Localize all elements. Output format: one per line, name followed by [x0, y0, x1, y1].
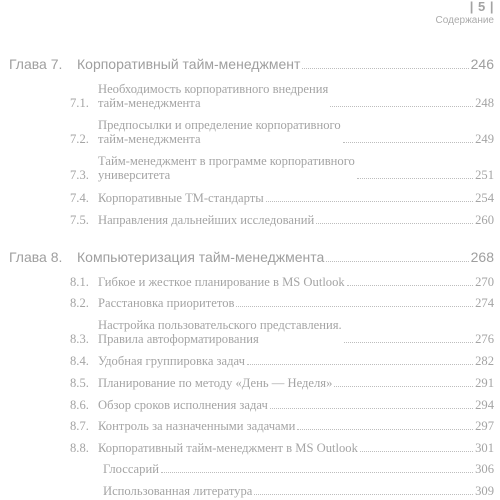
dot-leader: [270, 408, 473, 409]
page-reference: 301: [475, 441, 494, 455]
subsection-title: Настройка пользовательского представления. Правила автоформатирования: [98, 318, 342, 346]
subsection-number: 8.5.: [70, 376, 89, 390]
page-reference: 276: [475, 332, 494, 346]
dot-leader: [254, 494, 473, 495]
page-reference: 249: [475, 132, 494, 146]
page-reference: 291: [475, 376, 494, 390]
chapter-title: Корпоративный тайм-менеджмент: [77, 56, 301, 72]
page-reference: 254: [475, 191, 494, 205]
dot-leader: [357, 178, 473, 179]
page-reference: 248: [475, 96, 494, 110]
subsection-title: Обзор сроков исполнения задач: [98, 398, 268, 412]
subsection-number: 7.1.: [70, 96, 89, 110]
page-reference: 282: [475, 354, 494, 368]
appendix-title: Глоссарий: [103, 462, 159, 476]
toc-subsection[interactable]: [70, 154, 494, 182]
subsection-title: Удобная группировка задач: [98, 354, 245, 368]
dot-leader: [236, 306, 473, 307]
toc-subsection[interactable]: [70, 191, 494, 205]
toc-subsection[interactable]: [70, 441, 494, 455]
chapter-number: Глава 8.: [9, 249, 63, 265]
dot-leader: [343, 142, 473, 143]
toc-subsection[interactable]: [70, 213, 494, 227]
toc-subsection[interactable]: [70, 296, 494, 310]
appendix-title: Использованная литература: [103, 484, 253, 498]
page-reference: 251: [475, 168, 494, 182]
subsection-title: Предпосылки и определение корпоративного тайм-менеджмента: [98, 118, 341, 146]
page-number: | 5 |: [469, 0, 494, 14]
toc-subsection[interactable]: [70, 354, 494, 368]
page-reference: 260: [475, 213, 494, 227]
page-reference: 309: [475, 484, 494, 498]
page-reference: 274: [475, 296, 494, 310]
subsection-title: Гибкое и жесткое планирование в MS Outlook: [98, 275, 345, 289]
toc-chapter[interactable]: [9, 249, 494, 265]
page-reference: 294: [475, 398, 494, 412]
toc-subsection[interactable]: [70, 376, 494, 390]
toc-subsection[interactable]: [70, 318, 494, 346]
dot-leader: [266, 201, 473, 202]
subsection-title: Контроль за назначенными задачами: [98, 419, 296, 433]
chapter-number: Глава 7.: [9, 56, 63, 72]
dot-leader: [360, 451, 473, 452]
dot-leader: [326, 261, 468, 262]
subsection-number: 8.8.: [70, 441, 89, 455]
toc-appendix-entry[interactable]: [103, 484, 494, 498]
section-name: Содержание: [435, 15, 494, 26]
subsection-number: 8.2.: [70, 296, 89, 310]
page-reference: 270: [475, 275, 494, 289]
toc-chapter[interactable]: [9, 56, 494, 72]
dot-leader: [247, 364, 473, 365]
subsection-title: Необходимость корпоративного внедрения тайм-менеджмента: [98, 82, 329, 110]
dot-leader: [316, 223, 473, 224]
toc-subsection[interactable]: [70, 275, 494, 289]
dot-leader: [347, 285, 473, 286]
subsection-number: 8.1.: [70, 275, 89, 289]
dot-leader: [330, 106, 473, 107]
page-reference: 297: [475, 419, 494, 433]
subsection-title: Расстановка приоритетов: [98, 296, 235, 310]
dot-leader: [302, 68, 468, 69]
dot-leader: [334, 386, 473, 387]
subsection-number: 7.3.: [70, 168, 89, 182]
subsection-title: Корпоративный тайм-менеджмент в MS Outlook: [98, 441, 358, 455]
subsection-number: 8.3.: [70, 332, 89, 346]
toc-appendix-entry[interactable]: [103, 462, 494, 476]
toc-subsection[interactable]: [70, 82, 494, 110]
dot-leader: [161, 472, 473, 473]
toc-subsection[interactable]: [70, 419, 494, 433]
subsection-title: Корпоративные ТМ-стандарты: [98, 191, 264, 205]
subsection-title: Направления дальнейших исследований: [98, 213, 315, 227]
toc-subsection[interactable]: [70, 118, 494, 146]
toc-subsection[interactable]: [70, 398, 494, 412]
page-reference: 306: [475, 462, 494, 476]
subsection-title: Тайм-менеджмент в программе корпоративного университета: [98, 154, 355, 182]
dot-leader: [344, 342, 473, 343]
subsection-title: Планирование по методу «День — Неделя»: [98, 376, 333, 390]
subsection-number: 7.2.: [70, 132, 89, 146]
page-reference: 246: [470, 56, 494, 72]
chapter-title: Компьютеризация тайм-менеджмента: [77, 249, 325, 265]
subsection-number: 7.5.: [70, 213, 89, 227]
subsection-number: 8.7.: [70, 419, 89, 433]
dot-leader: [297, 429, 473, 430]
subsection-number: 8.4.: [70, 354, 89, 368]
subsection-number: 7.4.: [70, 191, 89, 205]
page-reference: 268: [470, 249, 494, 265]
subsection-number: 8.6.: [70, 398, 89, 412]
